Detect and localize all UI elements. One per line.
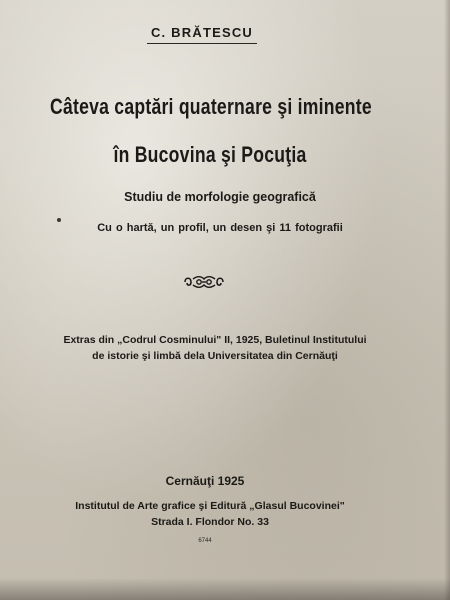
printer-line-1: Institutul de Arte grafice şi Editură „Glasul Bucovinei"	[75, 500, 345, 512]
illustrations-note: Cu o hartă, un profil, un desen şi 11 fotografii	[97, 222, 343, 234]
printer-line-2: Strada I. Flondor No. 33	[151, 516, 269, 528]
extract-line-2: de istorie şi limbă dela Universitatea din Cernăuţi	[92, 350, 338, 362]
extract-line-1: Extras din „Codrul Cosminului" II, 1925, Buletinul Institutului	[63, 334, 367, 346]
print-number: 6744	[198, 538, 212, 544]
subtitle: Studiu de morfologie geografică	[124, 190, 316, 204]
city-year: Cernăuţi 1925	[165, 474, 245, 488]
title-line-2: în Bucovina şi Pocuţia	[113, 142, 307, 167]
title-line-1: Câteva captări quaternare şi iminente	[50, 94, 372, 119]
decorative-scroll-ornament-icon	[183, 275, 225, 289]
page-bottom-shadow	[0, 578, 450, 600]
author-name: C. BRĂTESCU	[147, 25, 257, 44]
page-edge-shadow	[444, 0, 450, 600]
